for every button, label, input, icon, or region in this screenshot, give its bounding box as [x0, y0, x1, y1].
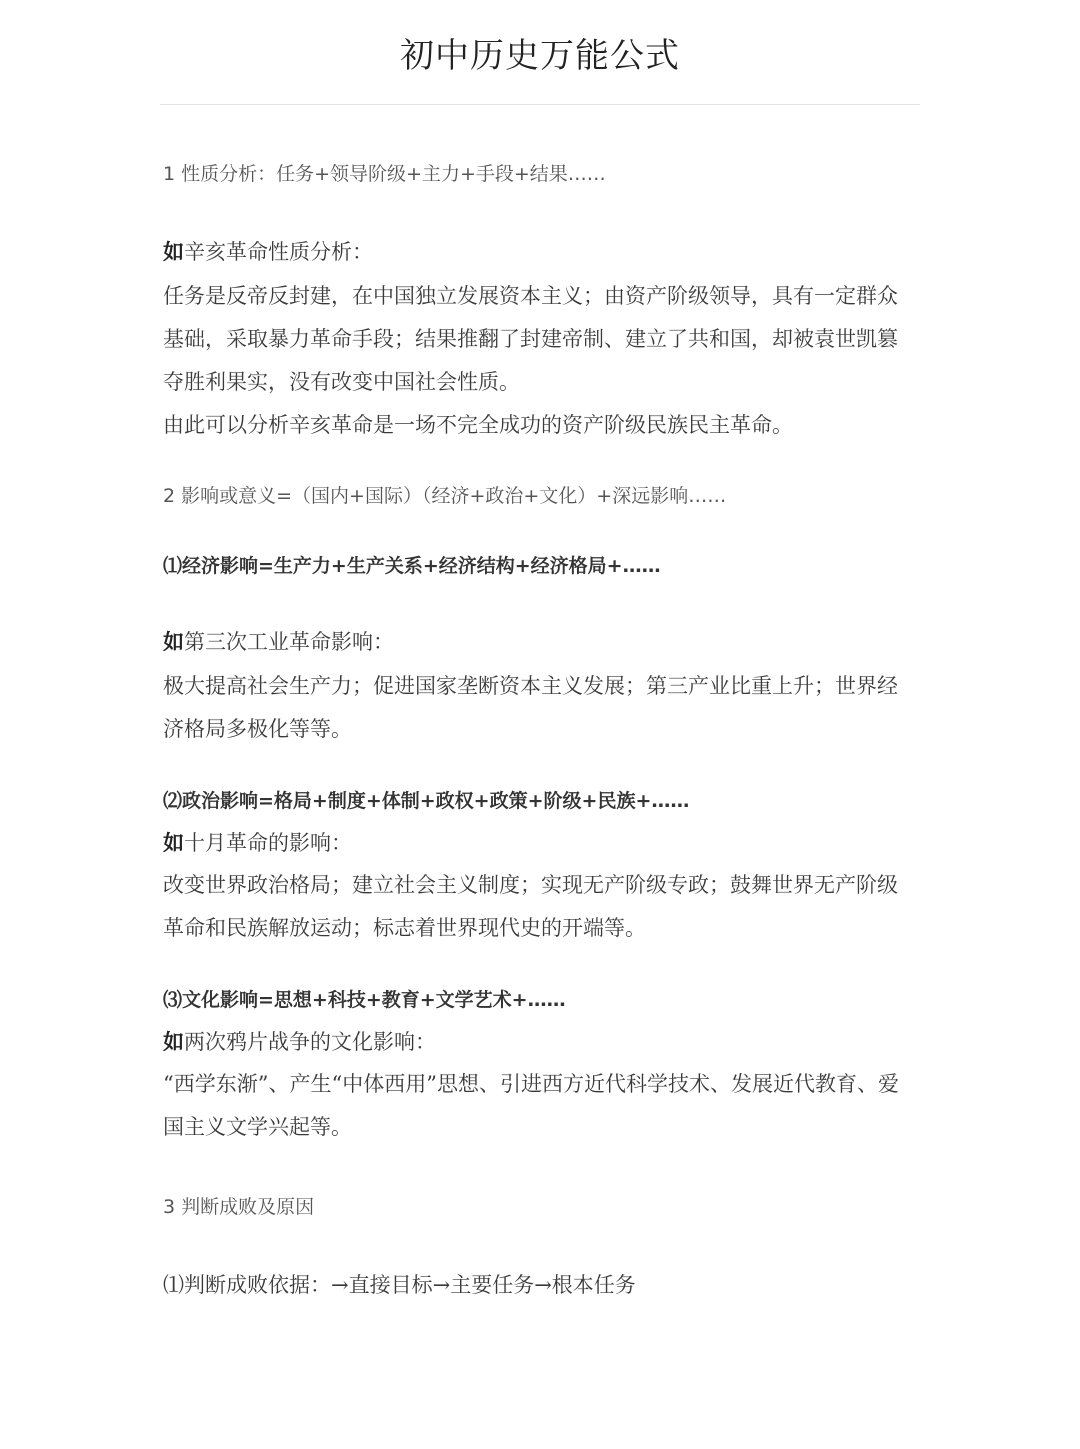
body-line: 基础，采取暴力革命手段；结果推翻了封建帝制、建立了共和国，却被袁世凯篡: [163, 327, 898, 351]
page-title: 初中历史万能公式: [400, 36, 680, 76]
cultural-impact-heading: ⑶文化影响=思想+科技+教育+文学艺术+……: [163, 989, 566, 1011]
section-1-example-body: [163, 275, 933, 447]
body-line: 革命和民族解放运动；标志着世界现代史的开端等。: [163, 916, 646, 940]
body-line: “西学东渐”、产生“中体西用”思想、引进西方近代科学技术、发展近代教育、爱: [163, 1072, 899, 1096]
political-example-body: [163, 864, 933, 950]
cultural-example-body: [163, 1063, 933, 1149]
body-line: 由此可以分析辛亥革命是一场不完全成功的资产阶级民族民主革命。: [163, 413, 793, 437]
body-line: 改变世界政治格局；建立社会主义制度；实现无产阶级专政；鼓舞世界无产阶级: [163, 873, 898, 897]
example-prefix: 如: [163, 239, 184, 264]
economic-example-body: [163, 665, 933, 751]
example-prefix: 如: [163, 830, 184, 855]
body-line: 任务是反帝反封建，在中国独立发展资本主义；由资产阶级领导，具有一定群众: [163, 284, 898, 308]
economic-example-title: [163, 628, 933, 656]
economic-impact-heading: ⑴经济影响=生产力+生产关系+经济结构+经济格局+……: [163, 555, 661, 577]
section-3-heading: 3 判断成败及原因: [163, 1196, 315, 1218]
example-prefix: 如: [163, 629, 184, 654]
body-line: 济格局多极化等等。: [163, 717, 352, 741]
example-title-text: 辛亥革命性质分析：: [184, 240, 373, 264]
example-title-text: 十月革命的影响：: [184, 831, 352, 855]
political-example-title: [163, 829, 933, 857]
cultural-example-title: [163, 1028, 933, 1056]
example-title-text: 第三次工业革命影响：: [184, 630, 394, 654]
body-line: 夺胜利果实，没有改变中国社会性质。: [163, 370, 520, 394]
section-1-example-title: [163, 238, 933, 266]
body-line: 极大提高社会生产力；促进国家垄断资本主义发展；第三产业比重上升；世界经: [163, 674, 898, 698]
section-2-heading: 2 影响或意义=（国内+国际）（经济+政治+文化）+深远影响……: [163, 485, 727, 507]
example-title-text: 两次鸦片战争的文化影响：: [184, 1030, 436, 1054]
body-line: 国主义文学兴起等。: [163, 1115, 352, 1139]
title-divider: [160, 104, 920, 105]
section-3-subheading: ⑴判断成败依据：→直接目标→主要任务→根本任务: [163, 1273, 636, 1297]
political-impact-heading: ⑵政治影响=格局+制度+体制+政权+政策+阶级+民族+……: [163, 790, 690, 812]
section-1-heading: 1 性质分析：任务+领导阶级+主力+手段+结果……: [163, 163, 606, 185]
example-prefix: 如: [163, 1029, 184, 1054]
